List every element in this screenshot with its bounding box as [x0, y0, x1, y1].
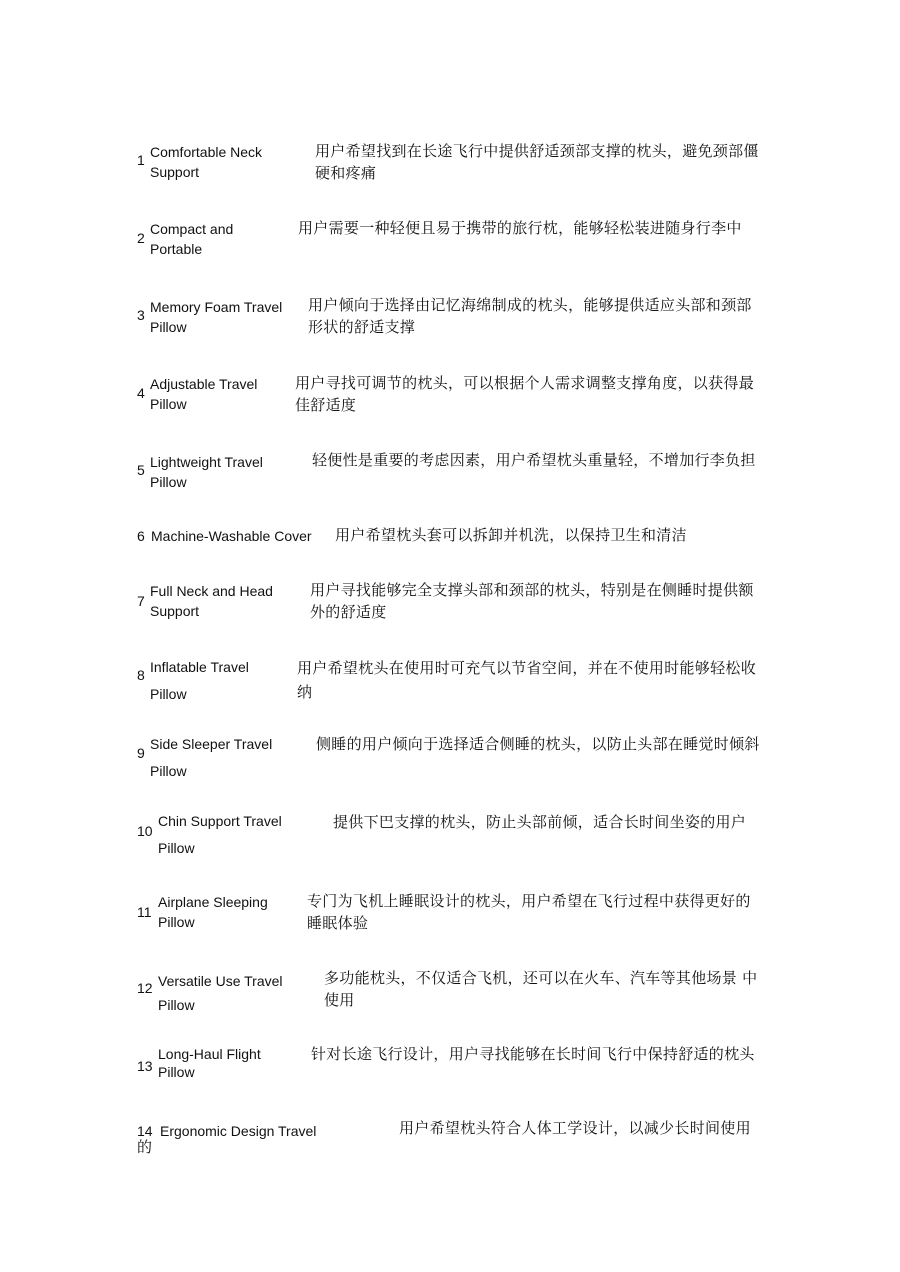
item-title: Machine-Washable Cover	[151, 528, 312, 544]
item-number: 4	[137, 385, 145, 401]
item-number: 5	[137, 462, 145, 478]
item-number: 12	[137, 980, 153, 996]
item-description: 针对长途飞行设计，用户寻找能够在长时间飞行中保持舒适的枕头	[311, 1045, 755, 1063]
item-title: Full Neck and Head Support	[150, 583, 273, 619]
item-number: 14	[137, 1123, 153, 1139]
item-title: Long-Haul Flight Pillow	[158, 1046, 261, 1080]
item-number: 7	[137, 593, 145, 609]
item-description: 多功能枕头，不仅适合飞机，还可以在火车、汽车等其他场景 中使用	[324, 969, 758, 1009]
item-description: 用户倾向于选择由记忆海绵制成的枕头，能够提供适应头部和颈部形状的舒适支撑	[308, 296, 752, 336]
item-number: 2	[137, 230, 145, 246]
item-number: 9	[137, 745, 145, 761]
item-title: Compact and Portable	[150, 221, 234, 257]
item-title: Airplane Sleeping Pillow	[158, 894, 268, 930]
item-description: 提供下巴支撑的枕头，防止头部前倾，适合长时间坐姿的用户	[333, 813, 747, 831]
item-description: 专门为飞机上睡眠设计的枕头，用户希望在飞行过程中获得更好的睡眠体验	[307, 892, 751, 932]
item-title: Memory Foam Travel Pillow	[150, 299, 283, 335]
item-title: Chin Support Travel Pillow	[158, 813, 282, 856]
item-title: Side Sleeper Travel Pillow	[150, 736, 273, 779]
item-number: 13	[137, 1058, 153, 1074]
item-title: Versatile Use Travel Pillow	[158, 973, 283, 1013]
item-description: 侧睡的用户倾向于选择适合侧睡的枕头，以防止头部在睡觉时倾斜	[316, 735, 760, 753]
item-title: Comfortable Neck Support	[150, 144, 263, 180]
item-description: 用户寻找可调节的枕头，可以根据个人需求调整支撑角度，以获得最佳舒适度	[295, 374, 755, 414]
item-title: Ergonomic Design Travel	[160, 1123, 317, 1139]
item-number: 11	[137, 904, 152, 920]
item-description: 用户需要一种轻便且易于携带的旅行枕，能够轻松装进随身行李中	[298, 219, 742, 237]
item-description: 用户寻找能够完全支撑头部和颈部的枕头，特别是在侧睡时提供额外的舒适度	[310, 581, 754, 621]
item-number: 10	[137, 823, 153, 839]
item-number: 6	[137, 528, 145, 544]
item-title: Inflatable Travel Pillow	[150, 659, 249, 702]
item-title: Adjustable Travel Pillow	[150, 376, 258, 412]
item-number: 3	[137, 307, 145, 323]
item-description: 用户希望枕头套可以拆卸并机洗，以保持卫生和清洁	[335, 526, 687, 544]
item-title: Lightweight Travel Pillow	[150, 454, 263, 490]
item-description: 轻便性是重要的考虑因素，用户希望枕头重量轻，不增加行李负担	[312, 451, 756, 469]
item-description: 用户希望枕头符合人体工学设计，以减少长时间使用的	[137, 1119, 751, 1156]
item-number: 1	[137, 152, 145, 168]
item-description: 用户希望找到在长途飞行中提供舒适颈部支撑的枕头，避免颈部僵硬和疼痛	[315, 142, 759, 182]
item-number: 8	[137, 667, 145, 683]
item-description: 用户希望枕头在使用时可充气以节省空间，并在不使用时能够轻松收纳	[297, 659, 757, 701]
